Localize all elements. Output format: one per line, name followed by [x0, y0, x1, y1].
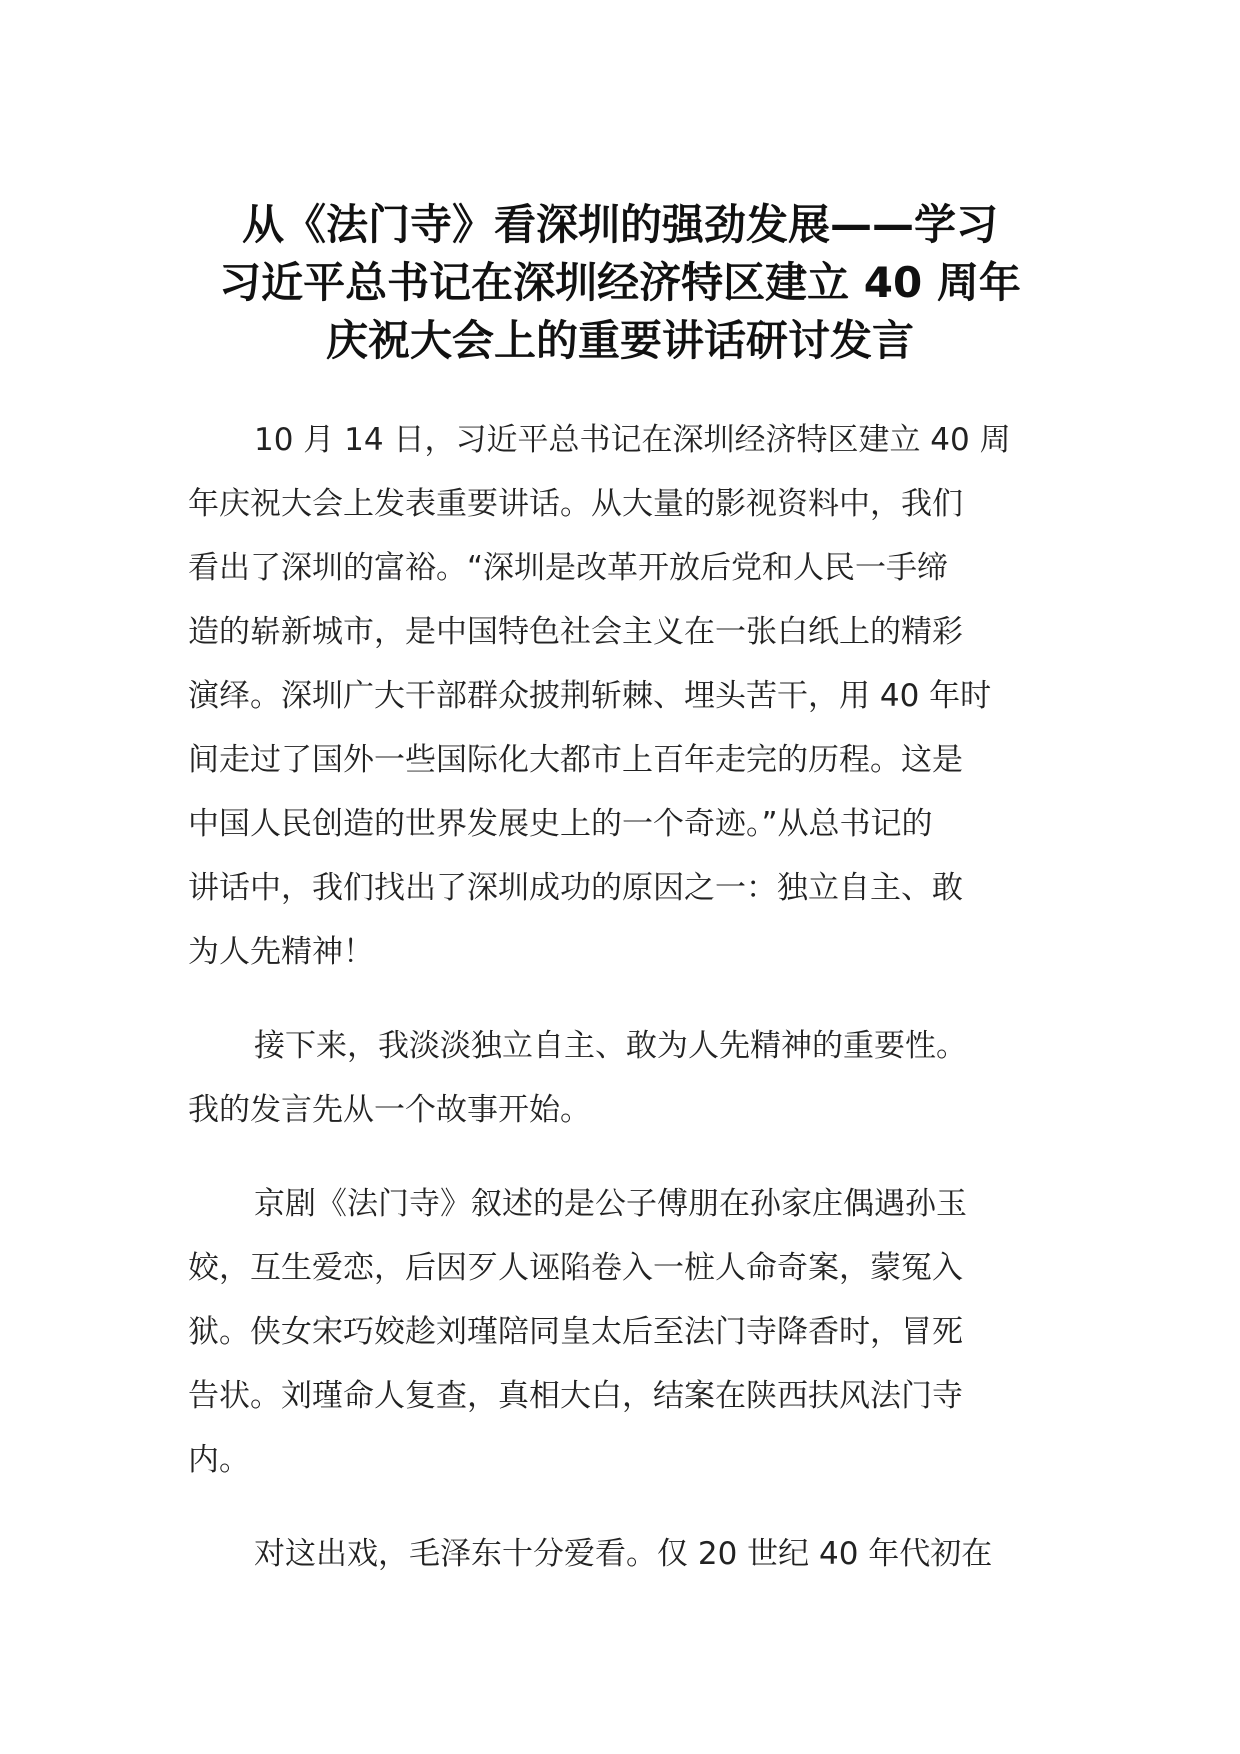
text-line: 京剧《法门寺》叙述的是公子傅朋在孙家庄偶遇孙玉	[254, 1186, 967, 1222]
text-line: 为人先精神！	[188, 934, 374, 970]
text-line: 告状。刘瑾命人复查，真相大白，结案在陕西扶风法门寺	[188, 1378, 963, 1414]
document-content	[188, 196, 1052, 1616]
text-line: 间走过了国外一些国际化大都市上百年走完的历程。这是	[188, 742, 963, 778]
text-line: 对这出戏，毛泽东十分爱看。仅 20 世纪 40 年代初在	[254, 1536, 993, 1572]
document-body	[188, 408, 1052, 1586]
text-line: 姣，互生爱恋，后因歹人诬陷卷入一桩人命奇案，蒙冤入	[188, 1250, 963, 1286]
text-line: 狱。侠女宋巧姣趁刘瑾陪同皇太后至法门寺降香时，冒死	[188, 1314, 963, 1350]
paragraph	[188, 408, 1052, 984]
text-line: 中国人民创造的世界发展史上的一个奇迹。”从总书记的	[188, 806, 933, 842]
paragraph	[188, 1172, 1052, 1492]
paragraph	[188, 1522, 1052, 1586]
text-line: 我的发言先从一个故事开始。	[188, 1092, 591, 1128]
text-line: 10 月 14 日，习近平总书记在深圳经济特区建立 40 周	[254, 422, 1011, 458]
text-line: 年庆祝大会上发表重要讲话。从大量的影视资料中，我们	[188, 486, 963, 522]
text-line: 接下来，我淡淡独立自主、敢为人先精神的重要性。	[254, 1028, 967, 1064]
text-line: 看出了深圳的富裕。“深圳是改革开放后党和人民一手缔	[188, 550, 949, 586]
title-line: 庆祝大会上的重要讲话研讨发言	[325, 316, 914, 365]
title-line: 习近平总书记在深圳经济特区建立 40 周年	[219, 258, 1021, 307]
paragraph	[188, 1014, 1052, 1142]
text-line: 讲话中，我们找出了深圳成功的原因之一：独立自主、敢	[188, 870, 963, 906]
document-title	[188, 196, 1052, 370]
text-line: 造的崭新城市，是中国特色社会主义在一张白纸上的精彩	[188, 614, 963, 650]
text-line: 内。	[188, 1442, 250, 1478]
title-line: 从《法门寺》看深圳的强劲发展——学习	[241, 200, 998, 249]
text-line: 演绎。深圳广大干部群众披荆斩棘、埋头苦干，用 40 年时	[188, 678, 992, 714]
